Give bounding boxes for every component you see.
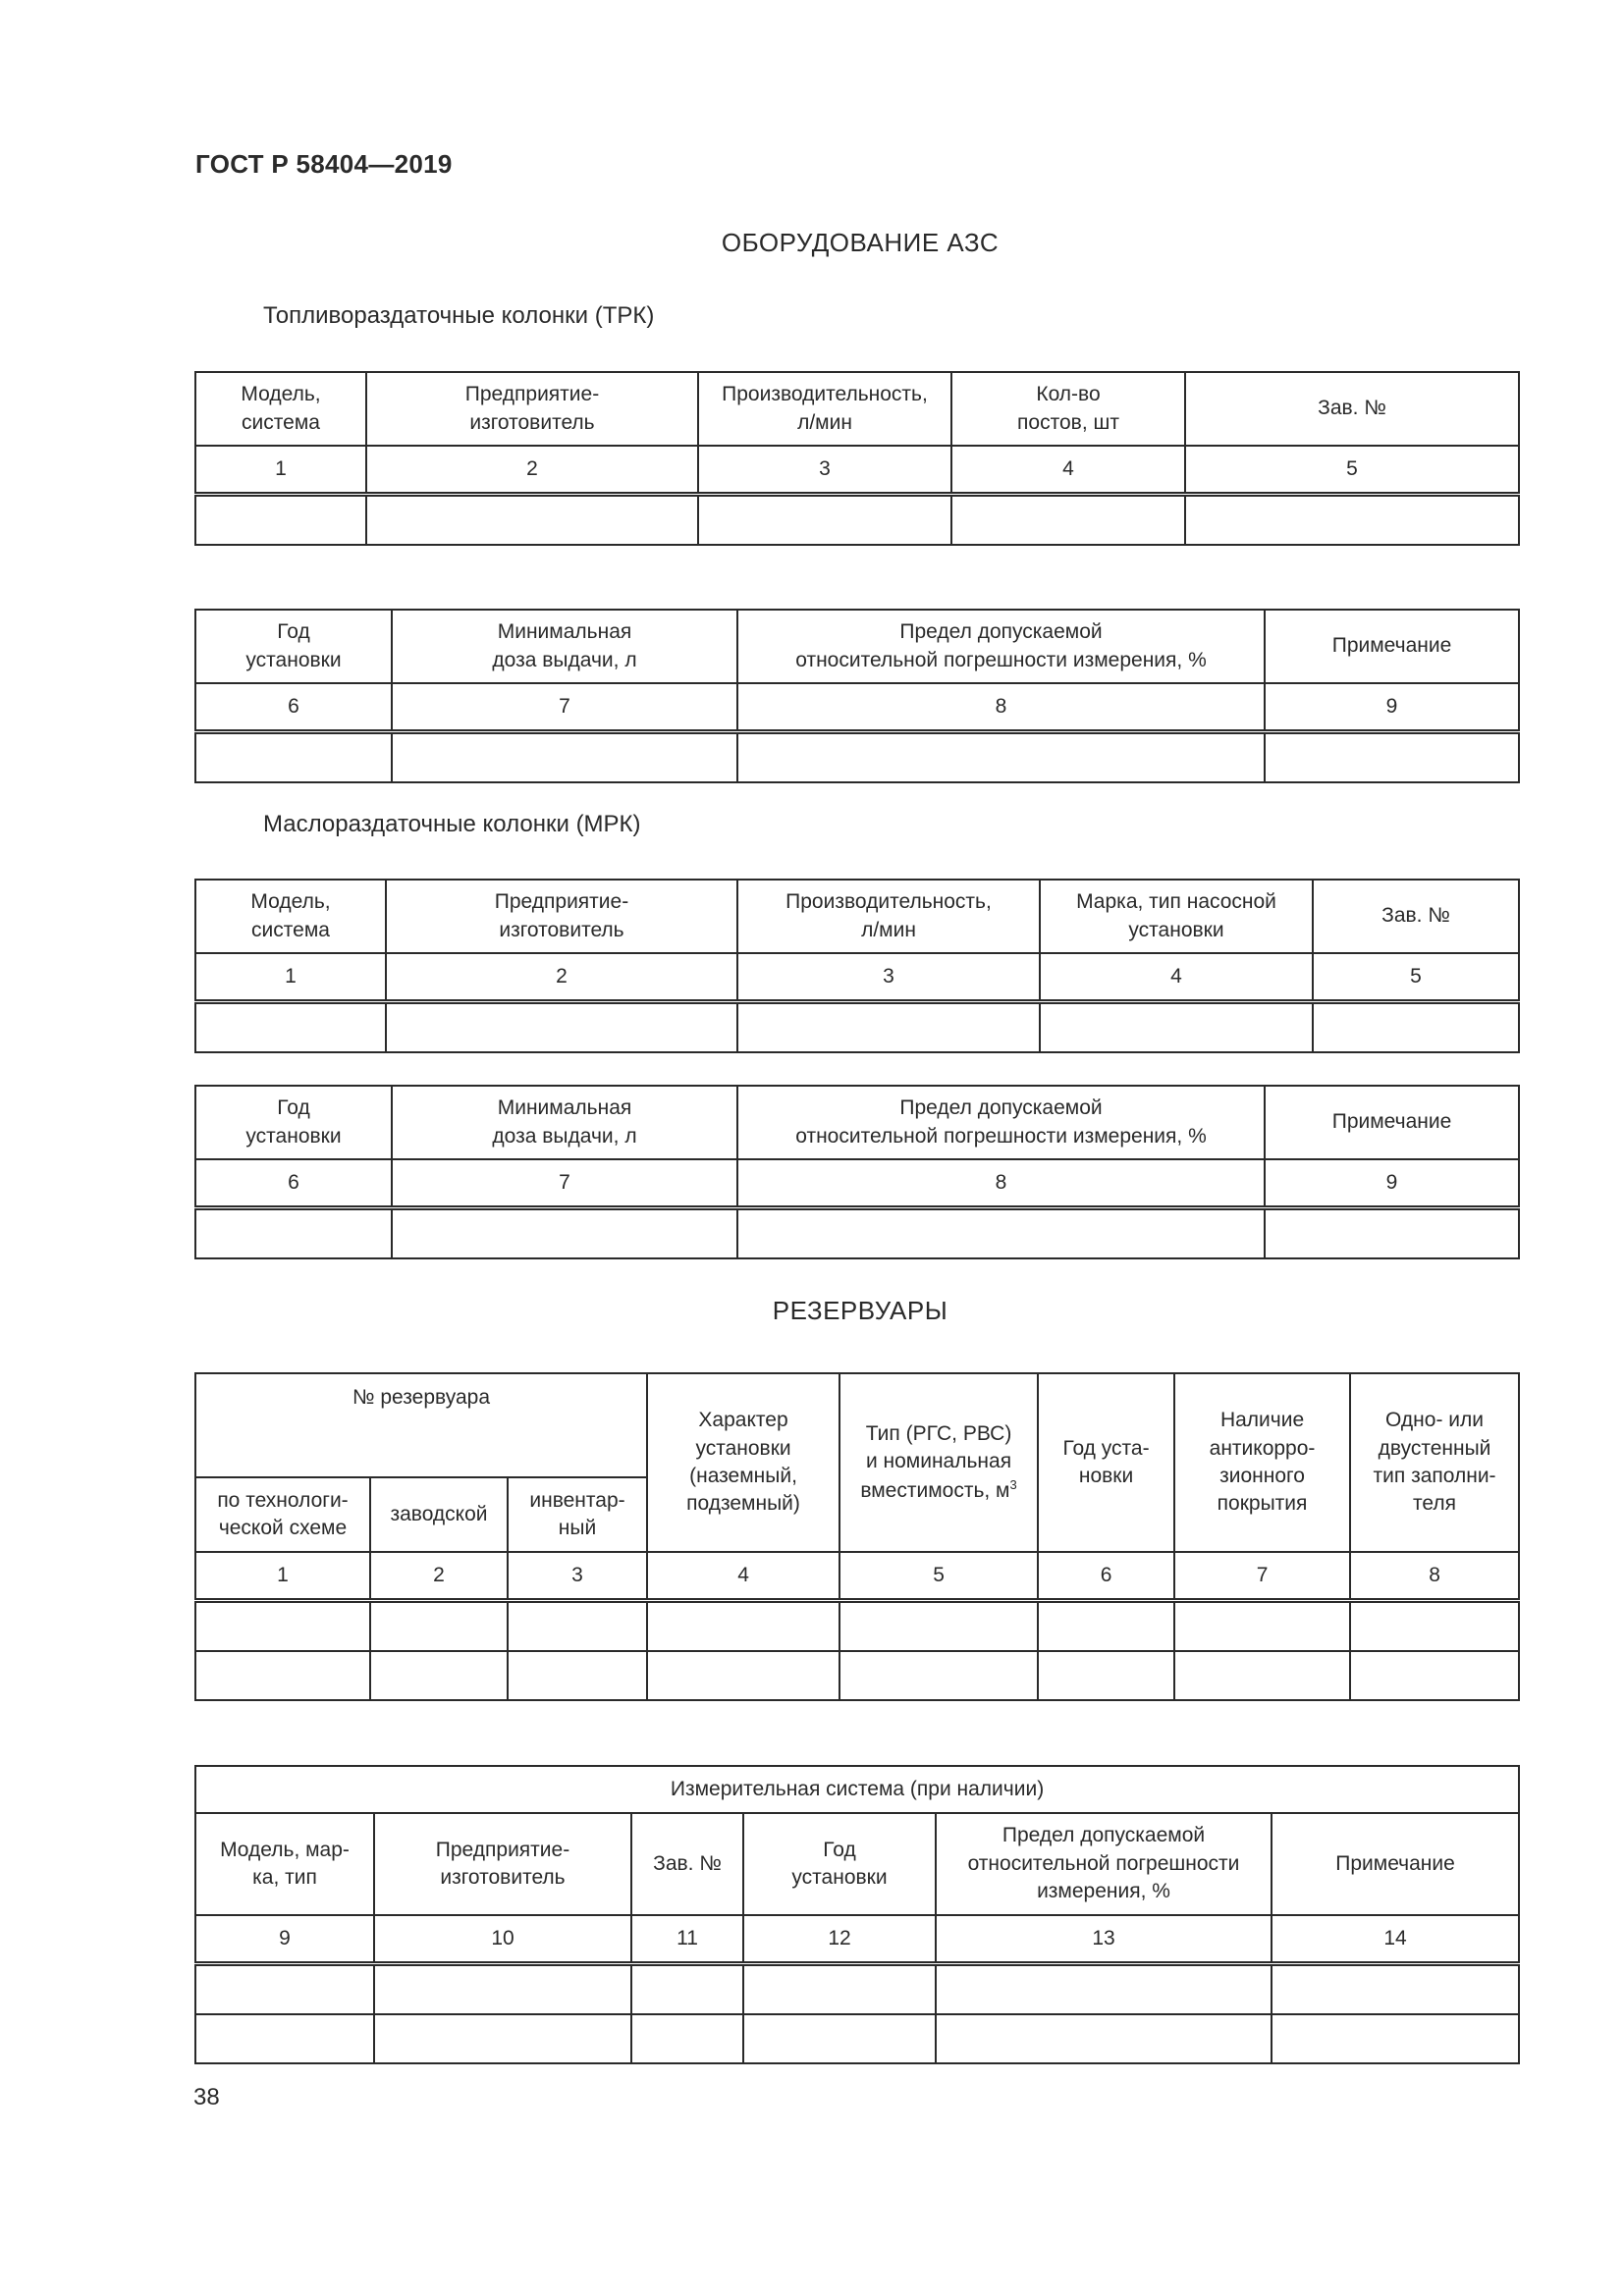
reservoir-table [194, 1372, 1520, 1701]
empty-cell [1174, 1651, 1350, 1700]
trk-table-extra [194, 609, 1520, 783]
empty-cell [1174, 1601, 1350, 1652]
header-cell: Предприятие- изготовитель [374, 1813, 631, 1915]
column-number: 9 [1265, 683, 1519, 732]
empty-cell [386, 1002, 737, 1053]
header-cell: Год установки [195, 610, 392, 683]
empty-cell [743, 1964, 936, 2015]
empty-cell [1038, 1601, 1174, 1652]
column-number: 5 [1185, 446, 1519, 495]
subsection-title-trk: Топливораздаточные колонки (ТРК) [263, 302, 655, 329]
column-number: 3 [737, 953, 1040, 1002]
header-cell: Зав. № [1185, 372, 1519, 446]
column-number: 9 [1265, 1159, 1519, 1208]
header-cell: Производительность, л/мин [737, 880, 1040, 953]
empty-cell [1040, 1002, 1313, 1053]
empty-cell [1272, 2014, 1519, 2063]
header-cell: Минимальная доза выдачи, л [392, 1086, 737, 1159]
empty-cell [508, 1651, 647, 1700]
empty-cell [195, 1651, 370, 1700]
section-title-reservoirs: РЕЗЕРВУАРЫ [772, 1296, 948, 1325]
header-cell-text: Тип (РГС, РВС) и номинальная вместимость, м [860, 1421, 1012, 1502]
empty-cell [195, 2014, 374, 2063]
empty-cell [737, 1002, 1040, 1053]
empty-cell [370, 1651, 508, 1700]
column-number: 1 [195, 953, 386, 1002]
empty-cell [698, 495, 951, 546]
empty-cell [743, 2014, 936, 2063]
empty-cell [1265, 732, 1519, 783]
header-cell: Примечание [1272, 1813, 1519, 1915]
empty-cell [647, 1601, 839, 1652]
column-number: 3 [508, 1552, 647, 1601]
header-cell: Модель, система [195, 372, 366, 446]
column-number: 5 [839, 1552, 1038, 1601]
empty-cell [508, 1601, 647, 1652]
empty-cell [370, 1601, 508, 1652]
header-cell: Примечание [1265, 610, 1519, 683]
empty-cell [1313, 1002, 1519, 1053]
measuring-system-table [194, 1765, 1520, 2064]
column-number: 12 [743, 1915, 936, 1964]
header-cell: Зав. № [1313, 880, 1519, 953]
empty-cell [1265, 1208, 1519, 1259]
empty-cell [195, 495, 366, 546]
empty-cell [936, 1964, 1272, 2015]
header-cell: Предел допускаемой относительной погрешности измерения, % [737, 610, 1265, 683]
column-number: 14 [1272, 1915, 1519, 1964]
empty-cell [839, 1651, 1038, 1700]
sub-header-cell: заводской [370, 1477, 508, 1552]
subsection-title-mrk: Маслораздаточные колонки (МРК) [263, 811, 641, 837]
empty-cell [647, 1651, 839, 1700]
empty-cell [195, 732, 392, 783]
header-cell: Год уста- новки [1038, 1373, 1174, 1552]
header-cell: Наличие антикорро- зионного покрытия [1174, 1373, 1350, 1552]
column-number: 2 [366, 446, 698, 495]
column-number: 2 [370, 1552, 508, 1601]
column-number: 13 [936, 1915, 1272, 1964]
column-number: 1 [195, 1552, 370, 1601]
empty-cell [631, 2014, 743, 2063]
empty-cell [936, 2014, 1272, 2063]
sub-header-cell: по технологи- ческой схеме [195, 1477, 370, 1552]
header-cell: Характер установки (наземный, подземный) [647, 1373, 839, 1552]
section-title-equipment: ОБОРУДОВАНИЕ АЗС [721, 228, 1000, 257]
empty-cell [366, 495, 698, 546]
empty-cell [631, 1964, 743, 2015]
document-code: ГОСТ Р 58404—2019 [195, 149, 453, 179]
empty-cell [737, 1208, 1265, 1259]
column-number: 11 [631, 1915, 743, 1964]
empty-cell [374, 2014, 631, 2063]
page-number: 38 [193, 2084, 220, 2110]
empty-cell [195, 1208, 392, 1259]
header-cell: Примечание [1265, 1086, 1519, 1159]
mrk-table-main [194, 879, 1520, 1053]
header-cell: Кол-во постов, шт [951, 372, 1185, 446]
mrk-table-extra [194, 1085, 1520, 1259]
column-number: 7 [1174, 1552, 1350, 1601]
header-cell: Минимальная доза выдачи, л [392, 610, 737, 683]
column-number: 7 [392, 1159, 737, 1208]
empty-cell [195, 1002, 386, 1053]
header-cell: Предел допускаемой относительной погрешности измерения, % [737, 1086, 1265, 1159]
empty-cell [1272, 1964, 1519, 2015]
column-number: 4 [1040, 953, 1313, 1002]
header-cell: Предприятие- изготовитель [366, 372, 698, 446]
empty-cell [737, 732, 1265, 783]
empty-cell [392, 1208, 737, 1259]
header-cell: Производительность, л/мин [698, 372, 951, 446]
trk-table-main [194, 371, 1520, 546]
column-number: 8 [1350, 1552, 1519, 1601]
column-number: 4 [647, 1552, 839, 1601]
measuring-system-title: Измерительная система (при наличии) [195, 1766, 1519, 1813]
empty-cell [195, 1964, 374, 2015]
column-number: 3 [698, 446, 951, 495]
empty-cell [1038, 1651, 1174, 1700]
column-number: 6 [195, 1159, 392, 1208]
header-cell: Год установки [743, 1813, 936, 1915]
column-number: 10 [374, 1915, 631, 1964]
column-number: 8 [737, 683, 1265, 732]
header-cell: Одно- или двустенный тип заполни- теля [1350, 1373, 1519, 1552]
header-cell: Модель, мар- ка, тип [195, 1813, 374, 1915]
column-number: 9 [195, 1915, 374, 1964]
column-number: 1 [195, 446, 366, 495]
empty-cell [1350, 1601, 1519, 1652]
empty-cell [392, 732, 737, 783]
empty-cell [839, 1601, 1038, 1652]
reservoir-number-group-header: № резервуара [195, 1373, 647, 1477]
column-number: 6 [1038, 1552, 1174, 1601]
sub-header-cell: инвентар- ный [508, 1477, 647, 1552]
empty-cell [195, 1601, 370, 1652]
header-cell: Год установки [195, 1086, 392, 1159]
column-number: 8 [737, 1159, 1265, 1208]
header-cell: Марка, тип насосной установки [1040, 880, 1313, 953]
column-number: 5 [1313, 953, 1519, 1002]
header-cell [839, 1373, 1038, 1552]
empty-cell [951, 495, 1185, 546]
column-number: 2 [386, 953, 737, 1002]
empty-cell [374, 1964, 631, 2015]
header-cell: Модель, система [195, 880, 386, 953]
column-number: 6 [195, 683, 392, 732]
header-cell: Предприятие- изготовитель [386, 880, 737, 953]
column-number: 4 [951, 446, 1185, 495]
empty-cell [1350, 1651, 1519, 1700]
column-number: 7 [392, 683, 737, 732]
empty-cell [1185, 495, 1519, 546]
header-cell: Предел допускаемой относительной погрешности измерения, % [936, 1813, 1272, 1915]
volume-unit-exponent: 3 [1009, 1476, 1017, 1492]
header-cell: Зав. № [631, 1813, 743, 1915]
